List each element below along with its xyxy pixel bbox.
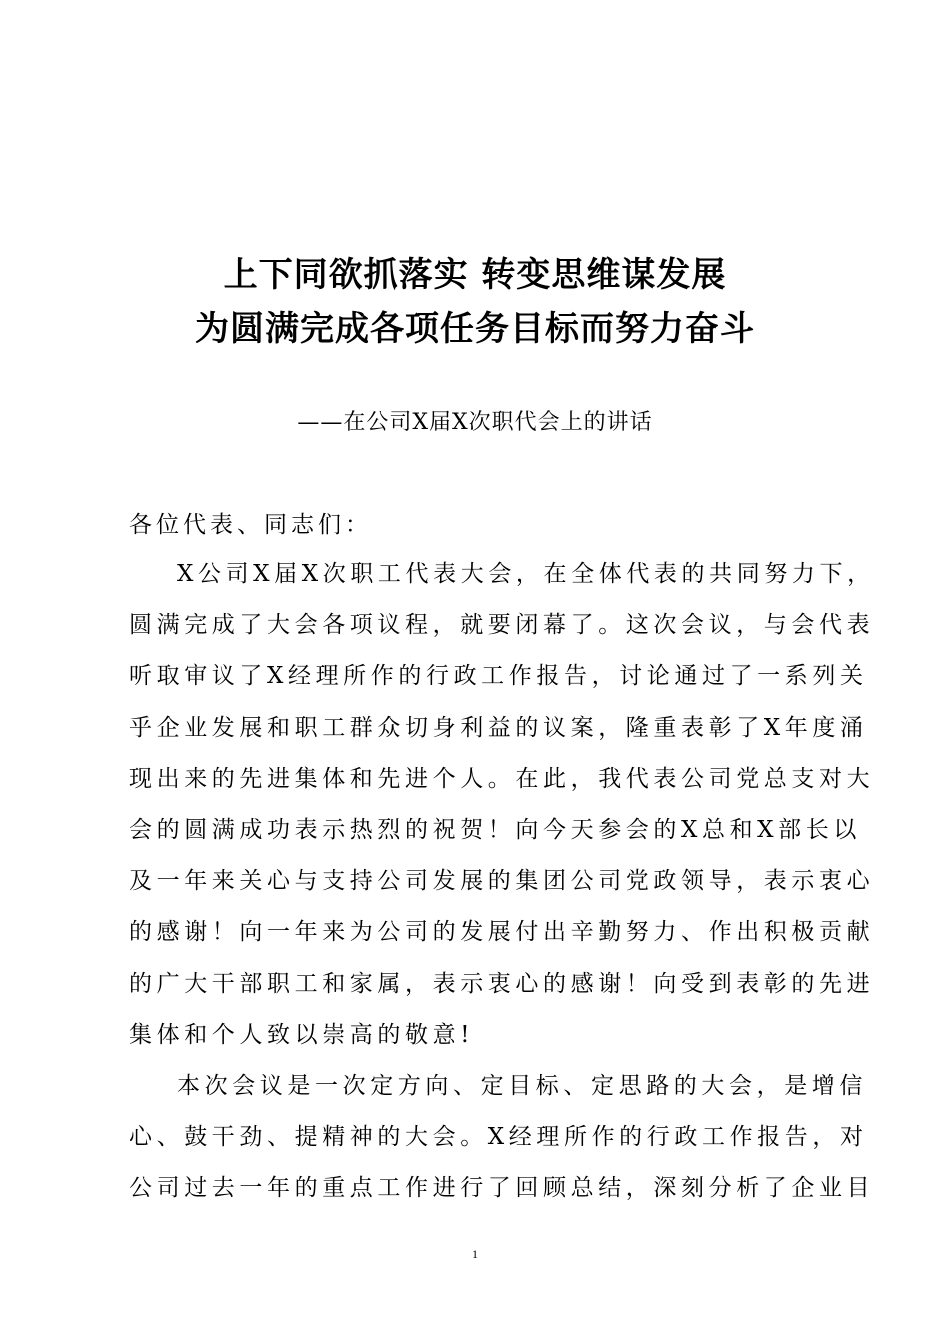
- paragraph-1-line: 及一年来关心与支持公司发展的集团公司党政领导，表示衷心: [129, 868, 875, 895]
- title-line-2: 为圆满完成各项任务目标而努力奋斗: [195, 309, 755, 349]
- paragraph-1-line: 现出来的先进集体和先进个人。在此，我代表公司党总支对大: [129, 765, 875, 792]
- paragraph-1-line: 乎企业发展和职工群众切身利益的议案，隆重表彰了X年度涌: [129, 714, 868, 741]
- paragraph-1-line: 会的圆满成功表示热烈的祝贺！向今天参会的X总和X部长以: [129, 816, 861, 843]
- body-text: [129, 556, 875, 1221]
- paragraph-1-line: X公司X届X次职工代表大会，在全体代表的共同努力下，: [177, 561, 875, 587]
- salutation: 各位代表、同志们：: [129, 512, 372, 538]
- paragraph-1-line: 圆满完成了大会各项议程，就要闭幕了。这次会议，与会代表: [129, 612, 875, 639]
- paragraph-1-line: 集体和个人致以崇高的敬意!: [129, 1021, 475, 1048]
- paragraph-2-line: 本次会议是一次定方向、定目标、定思路的大会，是增信: [177, 1072, 867, 1099]
- document-title: [0, 248, 950, 356]
- title-line-1: 上下同欲抓落实 转变思维谋发展: [223, 255, 727, 295]
- paragraph-1-line: 的广大干部职工和家属，表示衷心的感谢！向受到表彰的先进: [129, 970, 875, 997]
- paragraph-2-line: 心、鼓干劲、提精神的大会。X经理所作的行政工作报告，对: [129, 1124, 868, 1151]
- paragraph-1-line: 听取审议了X经理所作的行政工作报告，讨论通过了一系列关: [129, 663, 868, 690]
- paragraph-2-line: 公司过去一年的重点工作进行了回顾总结，深刻分析了企业目: [129, 1175, 875, 1202]
- page-number: 1: [472, 1247, 478, 1261]
- paragraph-1-line: 的感谢！向一年来为公司的发展付出辛勤努力、作出积极贡献: [129, 919, 875, 946]
- document-subtitle: ——在公司X届X次职代会上的讲话: [297, 410, 653, 435]
